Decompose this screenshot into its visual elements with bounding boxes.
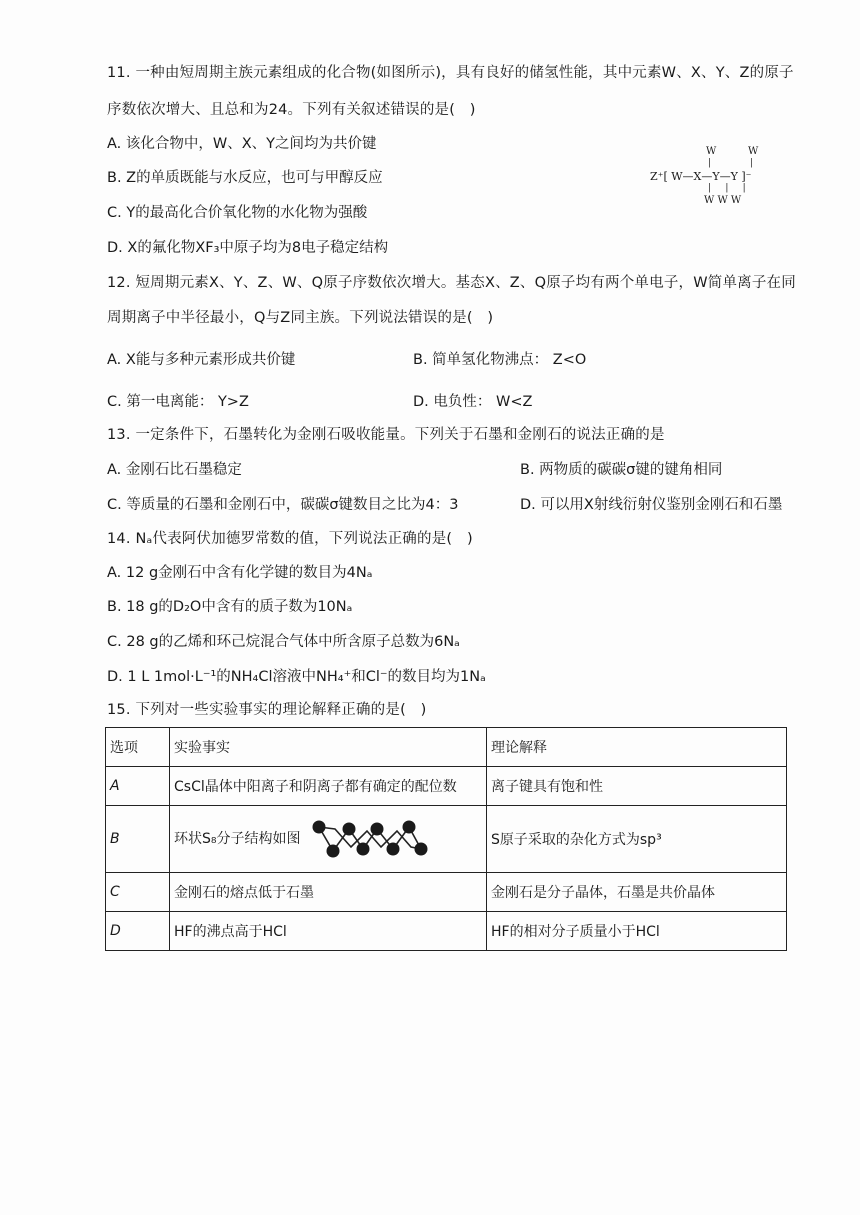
q11-figure-top-w1: W xyxy=(706,146,717,157)
table-header-row xyxy=(106,728,787,767)
table-cell-explanation: 金刚石是分子晶体，石墨是共价晶体 xyxy=(487,873,787,912)
q15-table xyxy=(105,727,787,951)
q11-option-b: B. Z的单质既能与水反应，也可与甲醇反应 xyxy=(107,170,383,186)
table-cell-explanation: HF的相对分子质量小于HCl xyxy=(487,912,787,951)
table-row xyxy=(106,806,787,873)
table-cell-fact: 金刚石的熔点低于石墨 xyxy=(170,873,487,912)
q11-figure-top-w2: W xyxy=(748,146,759,157)
table-header-cell: 实验事实 xyxy=(170,728,487,767)
q11-structure-figure xyxy=(640,140,780,215)
q12-option-a: A. X能与多种元素形成共价键 xyxy=(107,352,296,368)
table-row xyxy=(106,873,787,912)
q11-option-d: D. X的氟化物XF₃中原子均为8电子稳定结构 xyxy=(107,240,389,256)
q11-figure-bond: | | | xyxy=(708,183,746,193)
table-cell-fact-with-figure xyxy=(170,806,487,873)
q11-option-a: A. 该化合物中，W、X、Y之间均为共价键 xyxy=(107,136,377,152)
table-cell-option: D xyxy=(106,912,170,951)
table-header-cell: 理论解释 xyxy=(487,728,787,767)
table-cell-fact: CsCl晶体中阳离子和阴离子都有确定的配位数 xyxy=(170,767,487,806)
q11-figure-bond: | xyxy=(708,158,712,168)
q13-option-b: B. 两物质的碳碳σ键的键角相同 xyxy=(520,462,723,478)
q11-stem-line1: 11. 一种由短周期主族元素组成的化合物(如图所示)，具有良好的储氢性能，其中元素W、X、Y、Z的原子 xyxy=(107,65,794,81)
q14-option-d: D. 1 L 1mol·L⁻¹的NH₄Cl溶液中NH₄⁺和Cl⁻的数目均为1Nₐ xyxy=(107,669,486,685)
table-row xyxy=(106,767,787,806)
q14-option-a: A. 12 g金刚石中含有化学键的数目为4Nₐ xyxy=(107,565,373,581)
q13-option-d: D. 可以用X射线衍射仪鉴别金刚石和石墨 xyxy=(520,497,783,513)
table-cell-option: B xyxy=(106,806,170,873)
q11-figure-bottom: W W W xyxy=(704,195,742,206)
table-cell-explanation: 离子键具有饱和性 xyxy=(487,767,787,806)
table-cell-fact: 环状S₈分子结构如图 xyxy=(174,831,301,847)
q11-option-c: C. Y的最高化合价氧化物的水化物为强酸 xyxy=(107,205,368,221)
q13-option-a: A. 金刚石比石墨稳定 xyxy=(107,462,242,478)
q14-option-c: C. 28 g的乙烯和环己烷混合气体中所含原子总数为6Nₐ xyxy=(107,634,460,650)
table-cell-fact: HF的沸点高于HCl xyxy=(170,912,487,951)
table-row xyxy=(106,912,787,951)
q15-stem: 15. 下列对一些实验事实的理论解释正确的是( ) xyxy=(107,702,427,718)
table-cell-option: A xyxy=(106,767,170,806)
q12-option-b: B. 简单氢化物沸点： Z<O xyxy=(413,352,587,368)
q12-stem-line1: 12. 短周期元素X、Y、Z、W、Q原子序数依次增大。基态X、Z、Q原子均有两个单电子，W简单离子在同 xyxy=(107,275,796,291)
q11-stem-line2: 序数依次增大、且总和为24。下列有关叙述错误的是( ) xyxy=(107,102,476,118)
q12-option-c: C. 第一电离能： Y>Z xyxy=(107,394,249,410)
q11-figure-main: Z⁺[ W—X—Y—Y ]⁻ xyxy=(650,170,752,183)
q12-option-d: D. 电负性： W<Z xyxy=(413,394,533,410)
s8-ring-figure xyxy=(311,817,429,861)
q14-stem: 14. Nₐ代表阿伏加德罗常数的值，下列说法正确的是( ) xyxy=(107,531,473,547)
table-cell-option: C xyxy=(106,873,170,912)
q12-stem-line2: 周期离子中半径最小，Q与Z同主族。下列说法错误的是( ) xyxy=(107,310,494,326)
q13-stem: 13. 一定条件下，石墨转化为金刚石吸收能量。下列关于石墨和金刚石的说法正确的是 xyxy=(107,427,665,443)
table-cell-explanation: S原子采取的杂化方式为sp³ xyxy=(487,806,787,873)
q14-option-b: B. 18 g的D₂O中含有的质子数为10Nₐ xyxy=(107,599,353,615)
q13-option-c: C. 等质量的石墨和金刚石中，碳碳σ键数目之比为4：3 xyxy=(107,497,459,513)
table-header-cell: 选项 xyxy=(106,728,170,767)
q11-figure-bond: | xyxy=(750,158,754,168)
